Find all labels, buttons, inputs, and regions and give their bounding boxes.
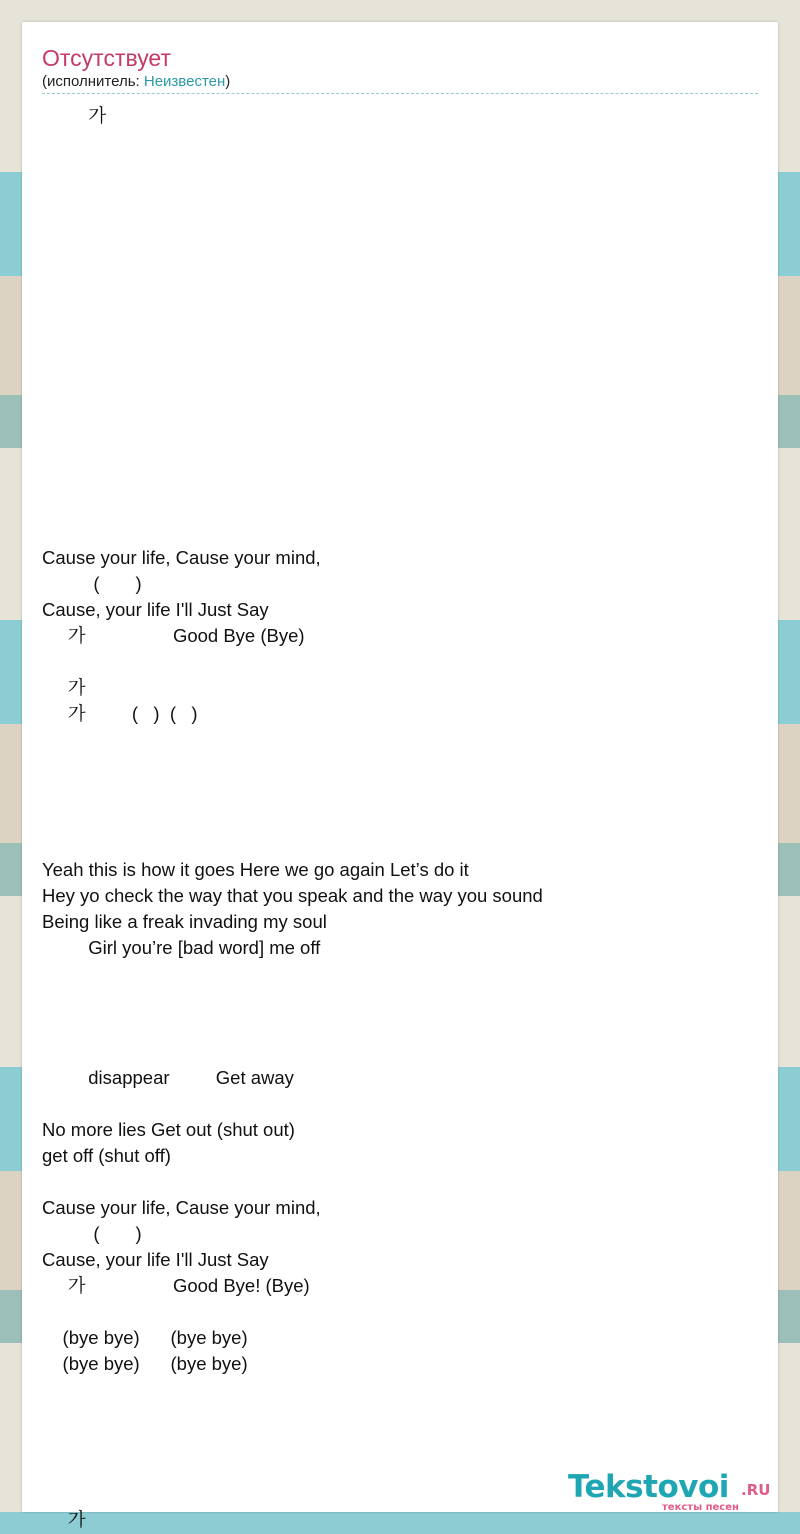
- lyric-line: 가 Good Bye! (Bye): [42, 1275, 310, 1296]
- song-title: Отсутствует: [42, 45, 171, 71]
- lyric-line: disappear Get away: [42, 1067, 294, 1088]
- lyric-line: [42, 753, 758, 779]
- lyric-line: [42, 987, 758, 1013]
- site-logo[interactable]: [568, 1465, 778, 1515]
- title-divider: [42, 93, 758, 94]
- lyric-line: 가 ( ) ( ): [42, 703, 198, 724]
- lyric-line: 가: [42, 105, 107, 126]
- logo-tld: .RU: [741, 1481, 771, 1499]
- lyric-line: [42, 961, 758, 987]
- lyric-line: Girl you’re [bad word] me off: [42, 937, 321, 958]
- lyric-line: ( ): [42, 1223, 142, 1244]
- lyrics-text: [42, 103, 758, 1533]
- lyric-line: Yeah this is how it goes Here we go again Let’s do it: [42, 859, 469, 880]
- lyric-line: [42, 155, 758, 181]
- lyric-line: [42, 363, 758, 389]
- lyric-line: [42, 233, 758, 259]
- logo-text: Tekstovoi: [568, 1469, 729, 1505]
- lyric-line: 가: [42, 677, 86, 698]
- lyric-line: [42, 467, 758, 493]
- lyric-line: Cause your life, Cause your mind,: [42, 547, 321, 568]
- lyric-line: [42, 259, 758, 285]
- lyric-line: No more lies Get out (shut out): [42, 1119, 295, 1140]
- lyric-line: 가 Good Bye (Bye): [42, 625, 305, 646]
- lyric-line: [42, 311, 758, 337]
- lyric-line: [42, 1429, 758, 1455]
- lyric-line: (bye bye) (bye bye): [42, 1353, 248, 1374]
- lyric-line: Being like a freak invading my soul: [42, 911, 327, 932]
- lyric-line: [42, 1403, 758, 1429]
- lyric-line: [42, 727, 758, 753]
- lyric-line: 가: [42, 1509, 86, 1530]
- lyric-line: [42, 441, 758, 467]
- lyric-line: get off (shut off): [42, 1145, 171, 1166]
- lyric-line: Cause, your life I'll Just Say: [42, 1249, 269, 1270]
- lyric-line: [42, 1039, 758, 1065]
- lyric-line: [42, 285, 758, 311]
- lyric-line: [42, 649, 758, 675]
- lyric-line: [42, 493, 758, 519]
- lyric-line: [42, 1091, 758, 1117]
- artist-line: [42, 73, 230, 91]
- lyric-line: [42, 337, 758, 363]
- lyric-line: Cause, your life I'll Just Say: [42, 599, 269, 620]
- lyrics-card: [22, 22, 778, 1530]
- lyric-line: [42, 129, 758, 155]
- lyric-line: (bye bye) (bye bye): [42, 1327, 248, 1348]
- lyric-line: [42, 779, 758, 805]
- lyric-line: [42, 1299, 758, 1325]
- lyric-line: [42, 1377, 758, 1403]
- lyric-line: [42, 1013, 758, 1039]
- lyric-line: [42, 805, 758, 831]
- artist-prefix: (исполнитель:: [42, 73, 144, 90]
- lyric-line: [42, 207, 758, 233]
- lyric-line: Hey yo check the way that you speak and the way you sound: [42, 885, 543, 906]
- logo-subtitle: тексты песен: [662, 1502, 739, 1513]
- artist-link[interactable]: Неизвестен: [143, 73, 226, 90]
- lyric-line: ( ): [42, 573, 142, 594]
- lyric-line: [42, 181, 758, 207]
- lyric-line: [42, 831, 758, 857]
- lyric-line: [42, 1169, 758, 1195]
- artist-suffix: ): [225, 73, 231, 90]
- lyric-line: [42, 389, 758, 415]
- lyric-line: [42, 415, 758, 441]
- lyric-line: [42, 519, 758, 545]
- lyric-line: Cause your life, Cause your mind,: [42, 1197, 321, 1218]
